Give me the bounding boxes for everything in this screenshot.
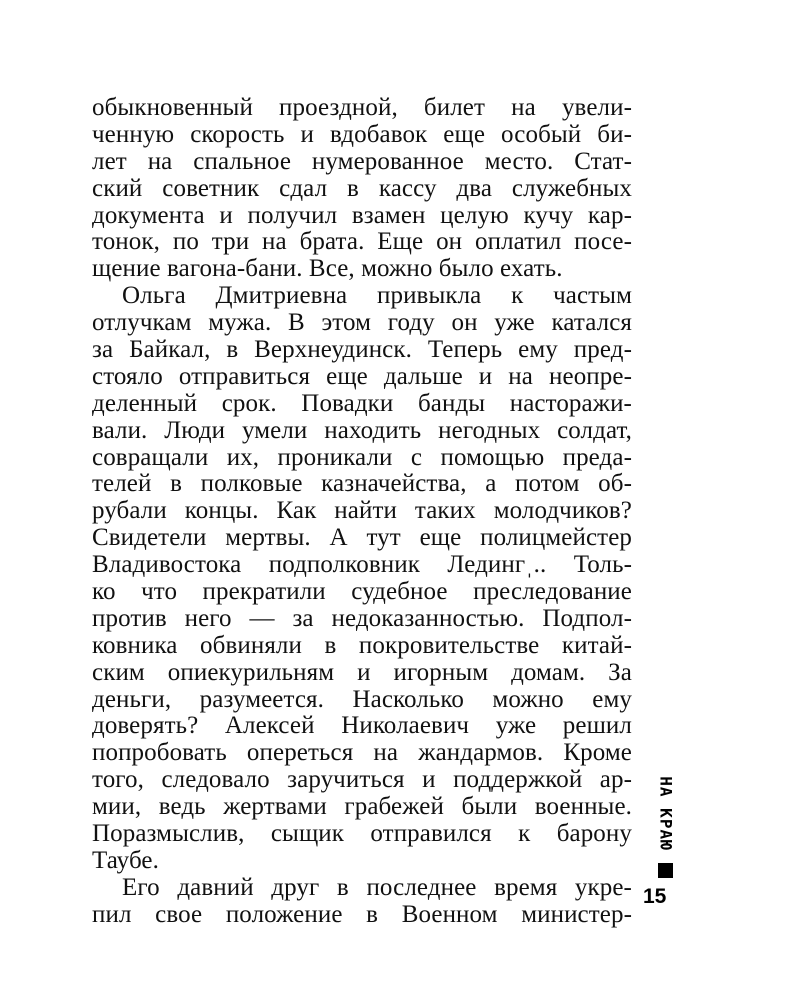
text-line: того, следовало заручиться и поддержкой ар-: [92, 766, 632, 794]
text-line: отлучкам мужа. В этом году он уже катался: [92, 309, 632, 337]
text-line: ский советник сдал в кассу два служебных: [92, 174, 632, 202]
black-square-icon: [658, 863, 673, 878]
text-line: пил свое положение в Военном министер-: [92, 900, 632, 928]
text-line: мии, ведь жертвами грабежей были военные.: [92, 793, 632, 821]
text-line: ковника обвиняли в покровительстве китай-: [92, 631, 632, 659]
text-line: Владивостока подполковник Ледингˌ.. Толь-: [92, 551, 632, 579]
text-line: лет на спальное нумерованное место. Стат-: [92, 147, 632, 175]
text-line: Поразмыслив, сыщик отправился к барону: [92, 820, 632, 848]
running-title: [655, 775, 677, 851]
text-line: совращали их, проникали с помощью преда-: [92, 443, 632, 471]
text-line: деньги, разумеется. Насколько можно ему: [92, 685, 632, 713]
text-line: деленный срок. Повадки банды насторажи-: [92, 389, 632, 417]
text-line: ченную скорость и вдобавок еще особый би-: [92, 120, 632, 148]
text-line: Его давний друг в последнее время укре-: [122, 873, 632, 901]
text-line: ским опиекурильням и игорным домам. За: [92, 658, 632, 686]
text-line: против него — за недоказанностью. Подпол-: [92, 604, 632, 632]
text-line: телей в полковые казначейства, а потом об-: [92, 470, 632, 498]
text-line: обыкновенный проездной, билет на увели-: [92, 94, 632, 121]
text-line: щение вагона-бани. Все, можно было ехать.: [92, 255, 563, 283]
text-line: за Байкал, в Верхнеудинск. Теперь ему пред-: [92, 336, 632, 364]
text-line: вали. Люди умели находить негодных солдат,: [92, 416, 632, 444]
text-line: Свидетели мертвы. А тут еще полицмейстер: [92, 524, 632, 552]
running-title-text: НА КРАЮ: [656, 775, 676, 851]
text-line: ко что прекратили судебное преследование: [92, 578, 632, 606]
text-line: рубали концы. Как найти таких молодчиков?: [92, 497, 632, 525]
text-line: попробовать опереться на жандармов. Кроме: [92, 739, 632, 767]
text-line: Таубе.: [92, 846, 159, 874]
text-line: стояло отправиться еще дальше и на неопре-: [92, 362, 632, 390]
text-line: документа и получил взамен целую кучу кар-: [92, 201, 632, 229]
page-number: 15: [643, 885, 667, 908]
text-line: тонок, по три на брата. Еще он оплатил посе-: [92, 228, 632, 256]
section-marker: [655, 775, 677, 895]
text-line: Ольга Дмитриевна привыкла к частым: [122, 282, 632, 310]
body-text: [92, 95, 632, 929]
text-line: доверять? Алексей Николаевич уже решил: [92, 712, 632, 740]
